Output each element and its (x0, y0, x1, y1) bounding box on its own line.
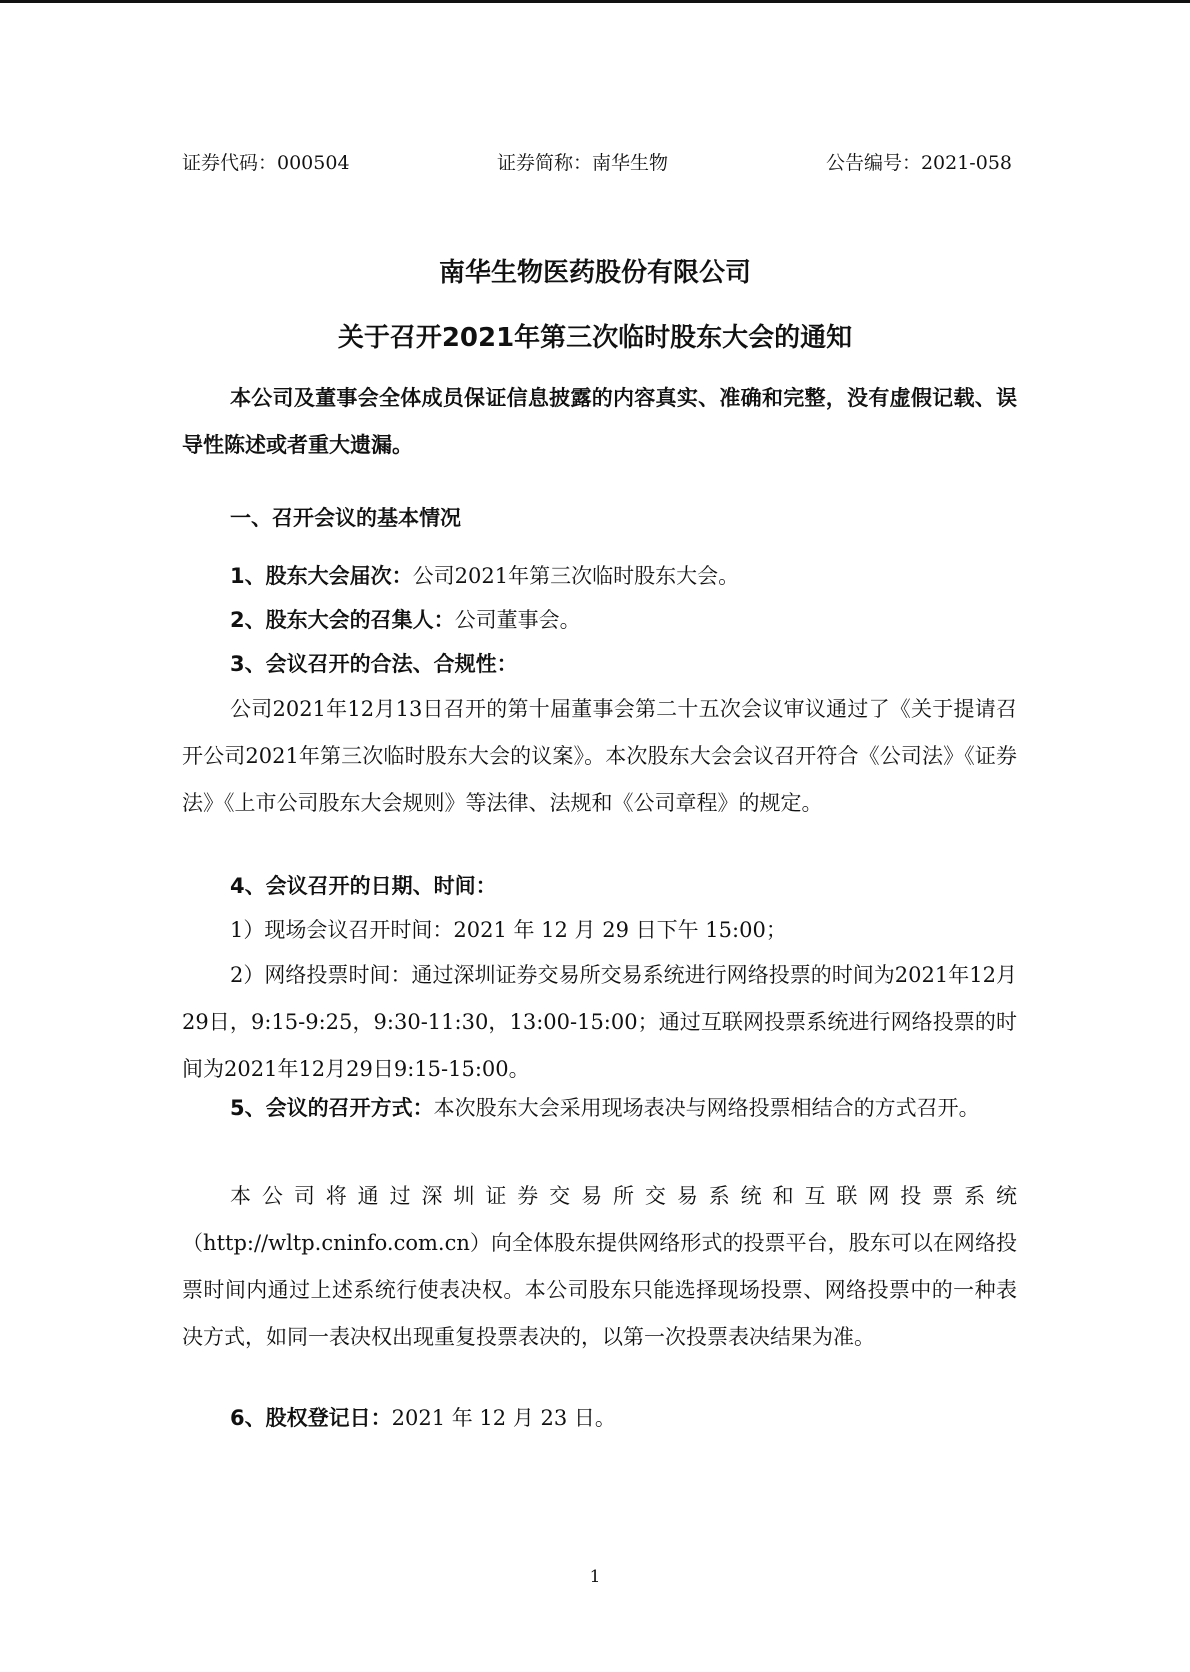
item-2 (182, 597, 1017, 644)
item-1 (182, 553, 1017, 600)
item-4 (182, 863, 1017, 910)
item-5-label: 5、会议的召开方式： (230, 1096, 434, 1120)
item-6 (182, 1395, 1017, 1442)
item-4-online-time: 2）网络投票时间：通过深圳证券交易所交易系统进行网络投票的时间为2021年12月29日，9:15-9:25，9:30-11:30，13:00-15:00；通过互联网投票系统进行网络投票的时间为2021年12月29日9:15-15:00。 (182, 963, 1017, 1081)
item-3-body: 公司2021年12月13日召开的第十届董事会第二十五次会议审议通过了《关于提请召开公司2021年第三次临时股东大会的议案》。本次股东大会会议召开符合《公司法》《证券法》《上市公司股东大会规则》等法律、法规和《公司章程》的规定。 (182, 697, 1017, 815)
item-5-text: 本次股东大会采用现场表决与网络投票相结合的方式召开。 (433, 1096, 980, 1120)
document-header (182, 148, 1012, 178)
item-5-detail: 本公司将通过深圳证券交易所交易系统和互联网投票系统（http://wltp.cninfo.com.cn）向全体股东提供网络形式的投票平台，股东可以在网络投票时间内通过上述系统行使表决权。本公司股东只能选择现场投票、网络投票中的一种表决方式，如同一表决权出现重复投票表决的，以第一次投票表决结果为准。 (182, 1184, 1017, 1349)
item-1-label: 1、股东大会届次： (230, 564, 413, 588)
company-title: 南华生物医药股份有限公司 (438, 258, 751, 288)
announcement-number: 公告编号：2021-058 (825, 152, 1012, 174)
disclosure-statement: 本公司及董事会全体成员保证信息披露的内容真实、准确和完整，没有虚假记载、误导性陈述或者重大遗漏。 (182, 386, 1017, 457)
notice-title: 关于召开2021年第三次临时股东大会的通知 (337, 323, 853, 353)
page-top-edge (0, 0, 1190, 3)
item-6-text: 2021 年 12 月 23 日。 (391, 1406, 616, 1430)
page-number: 1 (589, 1567, 601, 1587)
item-4-onsite-time: 1）现场会议召开时间：2021 年 12 月 29 日下午 15:00； (230, 918, 787, 942)
stock-code: 证券代码：000504 (182, 152, 350, 174)
item-1-text: 公司2021年第三次临时股东大会。 (412, 564, 740, 588)
item-2-label: 2、股东大会的召集人： (230, 608, 455, 632)
section-heading: 一、召开会议的基本情况 (230, 506, 461, 530)
item-5 (182, 1085, 1017, 1132)
item-4-label: 4、会议召开的日期、时间： (230, 874, 497, 898)
item-3 (182, 641, 1017, 688)
item-3-label: 3、会议召开的合法、合规性： (230, 652, 518, 676)
item-6-label: 6、股权登记日： (230, 1406, 392, 1430)
stock-short-name: 证券简称：南华生物 (497, 152, 669, 174)
item-2-text: 公司董事会。 (454, 608, 581, 632)
